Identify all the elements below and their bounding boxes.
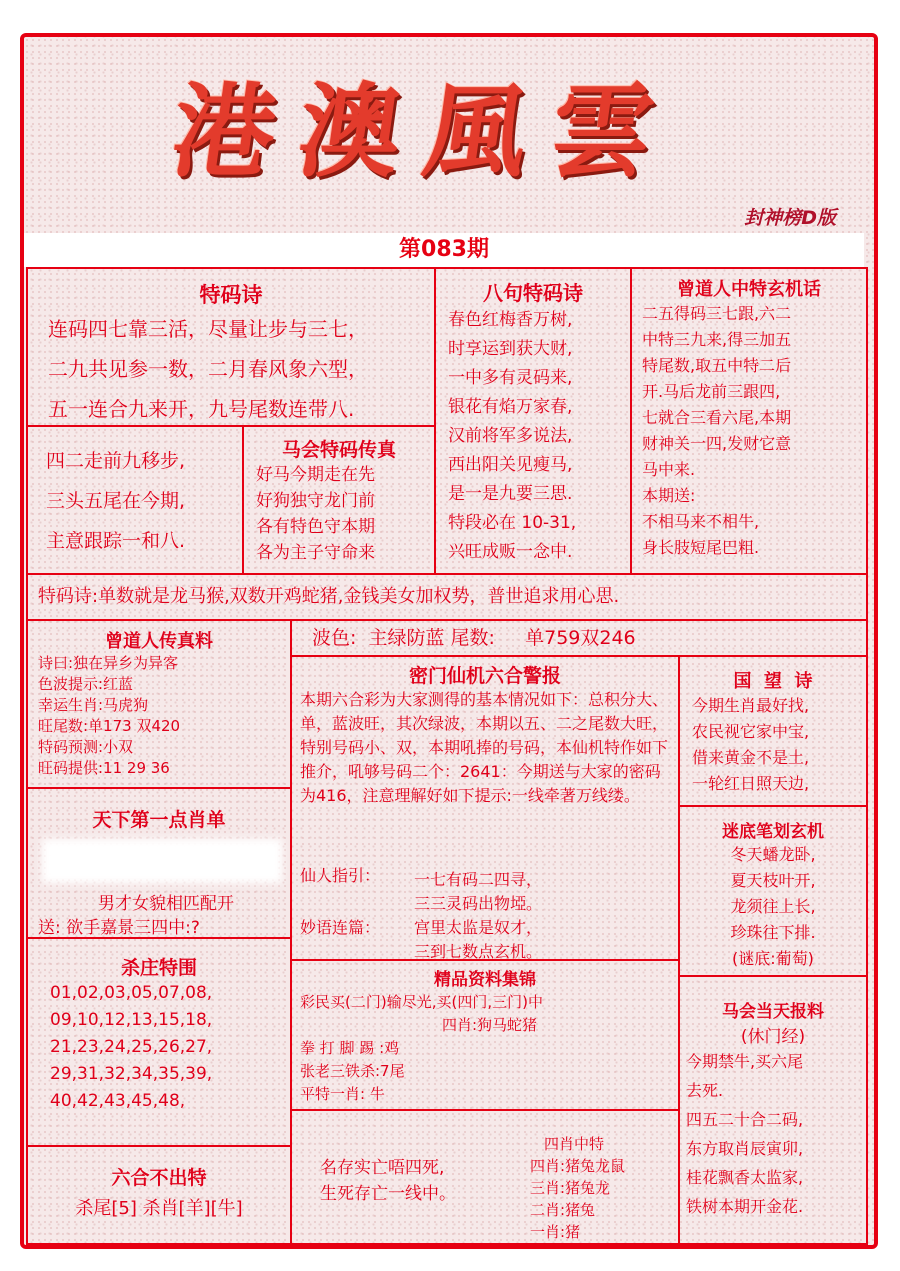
zodiac-single-line2: 送: 欲手嘉景三四中:? — [38, 918, 200, 938]
national-poem-lines — [680, 693, 866, 797]
eight-lines-line: 春色红梅香万树, — [448, 310, 573, 330]
secret-alert-body: 本期六合彩为大家测得的基本情况如下：总积分大、单，蓝波旺，其次绿波，本期以五、二之尾数大旺，特别号码小、双，本期吼捧的号码，本仙机特作如下推介，吼够号码二个：2641：今期送与大家的密码为416，注意理解好如下提示:一线牵著万线缕。 — [300, 690, 669, 805]
guide-line1: 一七有码二四寻， — [414, 870, 543, 889]
taoist-talk-title: 曾道人中特玄机话 — [677, 279, 821, 300]
national-poem-line: 今期生肖最好找, — [692, 696, 810, 715]
kill-range-title: 杀庄特围 — [120, 957, 197, 979]
kill-range-box — [26, 937, 292, 1147]
name-verse-box — [290, 1109, 680, 1245]
horse-daily-subtitle: (休门经) — [740, 1027, 806, 1047]
tema-poem-lines — [28, 309, 434, 427]
kill-range-line: 40,42,43,45,48, — [50, 1091, 186, 1111]
kill-range-line: 09,10,12,13,15,18, — [50, 1010, 213, 1030]
horse-daily-lines — [680, 1047, 866, 1221]
horse-fax-box — [242, 425, 436, 575]
highlights-line3: 拳 打 脚 踢 :鸡 — [300, 1039, 400, 1057]
horse-daily-line: 去死. — [686, 1081, 724, 1100]
eight-lines-line: 银花有焰万家春, — [448, 397, 573, 417]
taoist-fax-line: 幸运生肖:马虎狗 — [38, 696, 149, 714]
guide-label: 仙人指引： — [300, 866, 381, 885]
eight-lines-line: 一中多有灵码来, — [448, 368, 573, 388]
four-zodiac-line: 四肖:猪兔龙鼠 — [530, 1157, 626, 1175]
logo: 港澳風雲 — [164, 72, 686, 192]
blurred-area — [42, 839, 282, 883]
secret-alert-box — [290, 655, 680, 961]
highlights-title: 精品资料集锦 — [434, 970, 536, 990]
four-zodiac-lines — [530, 1155, 625, 1243]
taoist-fax-line: 旺尾数:单173 双420 — [38, 717, 181, 735]
riddle-line: 冬天蟠龙卧, — [730, 845, 816, 864]
taoist-talk-lines — [632, 301, 866, 561]
taoist-talk-line: 身长肢短尾巴粗. — [642, 538, 760, 557]
horse-fax-lines — [244, 462, 434, 566]
riddle-title: 迷底笔划玄机 — [722, 822, 824, 842]
eight-lines-title: 八句特码诗 — [483, 281, 583, 305]
secret-alert-title: 密门仙机六合警报 — [408, 665, 561, 687]
newspaper-sheet — [20, 33, 878, 1249]
poem-line2: 三到七数点玄机。 — [414, 942, 543, 961]
taoist-talk-line: 不相马来不相牛, — [642, 512, 760, 531]
taoist-talk-line: 开.马后龙前三跟四, — [642, 382, 781, 401]
taoist-talk-line: 马中来. — [642, 460, 696, 479]
horse-fax-line: 好马今期走在先 — [256, 465, 375, 485]
riddle-line: 夏天枝叶开, — [730, 871, 816, 890]
kill-range-line: 01,02,03,05,07,08, — [50, 983, 213, 1003]
horse-fax-line: 各有特色守本期 — [256, 517, 375, 537]
tema-poem-title: 特码诗 — [199, 283, 263, 307]
horse-daily-line: 桂花飘香太监家, — [686, 1168, 804, 1187]
riddle-line: (谜底:葡萄) — [732, 949, 814, 968]
zodiac-single-title: 天下第一点肖单 — [92, 809, 226, 831]
banner-poem: 特码诗:单数就是龙马猴,双数开鸡蛇猪,金钱美女加权势，普世追求用心思. — [38, 586, 620, 607]
taoist-talk-line: 财神关一四,发财它意 — [642, 434, 792, 453]
national-poem-box — [678, 655, 868, 807]
name-verse-lines — [320, 1155, 456, 1207]
highlights-line2: 四肖:狗马蛇猪 — [442, 1016, 538, 1034]
verse-box — [26, 425, 244, 575]
wave-color-box — [290, 619, 868, 657]
national-poem-line: 一轮红日照天边, — [692, 774, 810, 793]
verse-lines — [28, 427, 242, 561]
liuhe-absent-box — [26, 1145, 292, 1245]
four-zodiac-line: 三肖:猪兔龙 — [530, 1179, 611, 1197]
tema-poem-line: 二九共见参一数，二月春风象六型， — [48, 357, 368, 381]
four-zodiac-line: 二肖:猪兔 — [530, 1201, 596, 1219]
taoist-talk-line: 中特三九来,得三加五 — [642, 330, 792, 349]
zodiac-single-box — [26, 787, 292, 939]
kill-range-lines — [28, 980, 290, 1115]
eight-lines-line: 汉前将军多说法, — [448, 426, 573, 446]
national-poem-line: 借来黄金不是土, — [692, 748, 810, 767]
liuhe-absent-title: 六合不出特 — [111, 1167, 207, 1189]
horse-daily-line: 铁树本期开金花. — [686, 1197, 804, 1216]
taoist-fax-line: 色波提示:红蓝 — [38, 675, 134, 693]
poem-label: 妙语连篇： — [300, 918, 381, 937]
horse-daily-title: 马会当天报料 — [722, 1002, 824, 1022]
guide-line2: 三三灵码出物埡。 — [414, 894, 543, 913]
tema-poem-box — [26, 267, 436, 427]
riddle-line: 珍珠往下排. — [730, 923, 816, 942]
riddle-lines — [680, 842, 866, 972]
banner-poem-box — [26, 573, 868, 621]
taoist-talk-line: 七就合三看六尾,本期 — [642, 408, 792, 427]
national-poem-title: 国 望 诗 — [733, 671, 813, 692]
taoist-fax-lines — [28, 653, 290, 779]
four-zodiac-line: 一肖:猪 — [530, 1223, 581, 1241]
poem-line1: 宫里太监是奴才， — [414, 918, 543, 937]
horse-daily-line: 今期禁牛,买六尾 — [686, 1052, 804, 1071]
eight-lines-line: 时享运到获大财, — [448, 339, 573, 359]
kill-range-line: 21,23,24,25,26,27, — [50, 1037, 213, 1057]
horse-daily-line: 四五二十合二码, — [686, 1110, 804, 1129]
verse-line: 三头五尾在今期, — [46, 490, 186, 512]
eight-lines-box — [434, 267, 632, 575]
highlights-line4: 张老三铁杀:7尾 — [300, 1062, 405, 1080]
highlights-line1: 彩民买(二门)输尽光,买(四门,三门)中 — [300, 993, 543, 1011]
name-verse-line: 名存实亡唔四死, — [320, 1158, 445, 1178]
riddle-box — [678, 805, 868, 977]
wave-color-text: 波色: 主绿防蓝 尾数: 单759双246 — [312, 627, 636, 649]
four-zodiac-title: 四肖中特 — [544, 1135, 605, 1153]
zodiac-single-line1: 男才女貌相匹配开 — [98, 894, 234, 914]
taoist-fax-line: 诗曰:独在异乡为异客 — [38, 654, 179, 672]
kill-range-line: 29,31,32,34,35,39, — [50, 1064, 213, 1084]
eight-lines-line: 特段必在 10-31, — [448, 513, 577, 533]
horse-daily-box — [678, 975, 868, 1245]
liuhe-absent-line: 杀尾[5] 杀肖[羊][牛] — [75, 1198, 243, 1219]
taoist-fax-line: 特码预测:小双 — [38, 738, 134, 756]
riddle-line: 龙须往上长, — [730, 897, 816, 916]
horse-daily-line: 东方取肖辰寅卯, — [686, 1139, 804, 1158]
tema-poem-line: 五一连合九来开，九号尾数连带八. — [48, 397, 355, 421]
issue-number: 第083期 — [24, 233, 864, 267]
eight-lines-line: 西出阳关见瘦马, — [448, 455, 573, 475]
horse-fax-line: 各为主子守命来 — [256, 543, 375, 563]
taoist-talk-line: 本期送: — [642, 486, 696, 505]
name-verse-line: 生死存亡一线中。 — [320, 1184, 456, 1204]
masthead — [24, 37, 874, 229]
eight-lines-list — [436, 306, 630, 567]
eight-lines-line: 是一是九要三思. — [448, 484, 573, 504]
highlights-line5: 平特一肖: 牛 — [300, 1085, 385, 1103]
taoist-talk-box — [630, 267, 868, 575]
taoist-fax-box — [26, 619, 292, 789]
horse-fax-line: 好狗独守龙门前 — [256, 491, 375, 511]
tema-poem-line: 连码四七靠三活，尽量让步与三七， — [48, 317, 368, 341]
taoist-talk-line: 特尾数,取五中特二后 — [642, 356, 792, 375]
horse-fax-title: 马会特码传真 — [281, 439, 396, 461]
verse-line: 主意跟踪一和八. — [46, 530, 186, 552]
verse-line: 四二走前九移步, — [46, 450, 186, 472]
taoist-fax-title: 曾道人传真料 — [105, 631, 213, 652]
eight-lines-line: 兴旺成贩一念中. — [448, 542, 573, 562]
taoist-talk-line: 二五得码三七跟,六二 — [642, 304, 792, 323]
taoist-fax-line: 旺码提供:11 29 36 — [38, 759, 170, 777]
highlights-box — [290, 959, 680, 1111]
national-poem-line: 农民视它家中宝, — [692, 722, 810, 741]
edition-label: 封神榜D版 — [744, 207, 836, 229]
